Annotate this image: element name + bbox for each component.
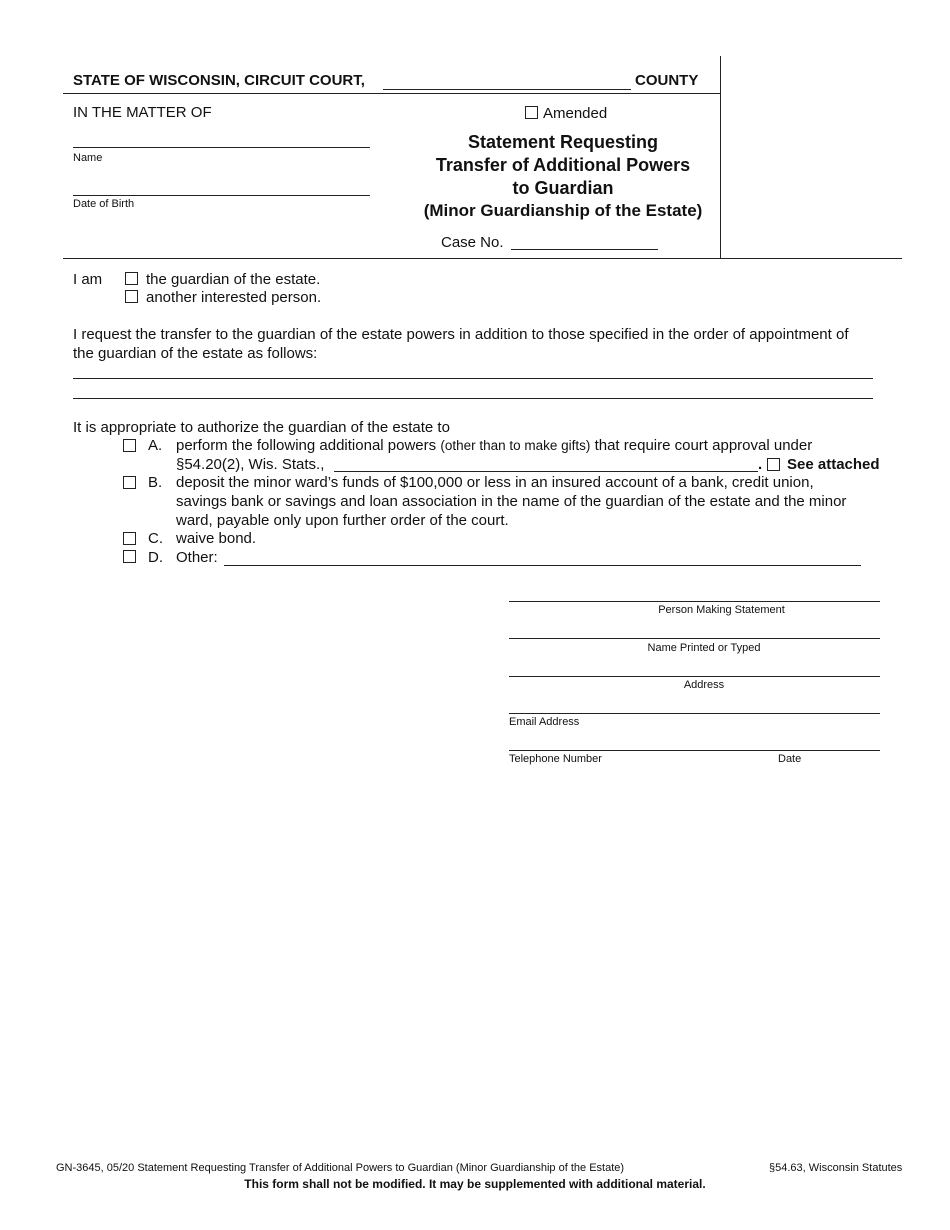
signature-line[interactable] [509,601,880,602]
amended-checkbox[interactable] [525,106,538,119]
authorize-intro: It is appropriate to authorize the guardian of the estate to [73,419,450,436]
title-line-2: Transfer of Additional Powers [435,155,691,175]
caption-bottom-divider [63,258,902,259]
county-label: COUNTY [635,72,699,89]
option-c-text: waive bond. [176,530,257,547]
option-c-letter: C. [148,530,163,547]
interested-person-option: another interested person. [146,289,322,306]
option-b-line-3: ward, payable only upon further order of the court. [176,512,509,529]
name-label: Name [73,152,103,164]
in-the-matter-of: IN THE MATTER OF [73,104,212,121]
footer-statute: §54.63, Wisconsin Statutes [769,1162,903,1174]
request-answer-line-2[interactable] [73,382,873,399]
i-am-label: I am [73,271,103,288]
option-b-checkbox[interactable] [123,476,136,489]
option-a-period: . [758,456,763,473]
option-b-line-1: deposit the minor ward’s funds of $100,000 or less in an insured account of a bank, credit union, [176,474,814,491]
option-a-text-part-2: that require court approval under [594,437,813,454]
interested-person-checkbox[interactable] [125,290,138,303]
dob-label: Date of Birth [73,198,135,210]
option-a-statute: §54.20(2), Wis. Stats., [176,456,325,473]
date-label: Date [778,753,802,765]
email-label: Email Address [509,716,580,728]
address-line[interactable] [509,676,880,677]
option-a-letter: A. [148,437,163,454]
county-field[interactable] [383,72,631,90]
option-b-letter: B. [148,474,163,491]
email-line[interactable] [509,713,880,714]
amended-label: Amended [543,105,608,122]
title-line-3: to Guardian [512,178,614,198]
telephone-label: Telephone Number [509,753,602,765]
title-line-4: (Minor Guardianship of the Estate) [423,201,703,220]
dob-field[interactable] [73,176,370,196]
option-d-letter: D. [148,549,163,566]
name-printed-line[interactable] [509,638,880,639]
request-text-line-1: I request the transfer to the guardian of the estate powers in addition to those specified in the order of appointment of [73,326,849,343]
option-a-text-part-1: perform the following additional powers [176,437,437,454]
address-label: Address [683,679,725,691]
option-b-line-2: savings bank or savings and loan association in the name of the guardian of the estate and the minor [176,493,847,510]
name-field[interactable] [73,128,370,148]
header-divider [63,93,721,94]
option-d-other-field[interactable] [224,549,861,566]
case-no-label: Case No. [441,234,504,251]
option-a-checkbox[interactable] [123,439,136,452]
option-c-checkbox[interactable] [123,532,136,545]
option-a-text [176,437,812,455]
footer-notice: This form shall not be modified. It may be supplemented with additional material. [244,1177,706,1191]
guardian-checkbox[interactable] [125,272,138,285]
phone-date-line[interactable] [509,750,880,751]
footer-form-id: GN-3645, 05/20 Statement Requesting Transfer of Additional Powers to Guardian (Minor Guardianship of the Estate) [56,1162,625,1174]
option-d-checkbox[interactable] [123,550,136,563]
see-attached-label: See attached [787,456,880,473]
request-answer-line-1[interactable] [73,362,873,379]
guardian-option: the guardian of the estate. [146,271,321,288]
option-a-powers-field[interactable] [334,455,758,472]
option-d-text: Other: [176,549,218,566]
see-attached-checkbox[interactable] [767,458,780,471]
title-line-1: Statement Requesting [467,132,659,152]
court-prefix: STATE OF WISCONSIN, CIRCUIT COURT, [73,72,365,89]
name-printed-label: Name Printed or Typed [647,642,761,654]
option-a-text-small: (other than to make gifts) [440,438,591,453]
person-making-statement-label: Person Making Statement [658,604,785,616]
case-no-field[interactable] [511,232,658,250]
request-text-line-2: the guardian of the estate as follows: [73,345,318,362]
